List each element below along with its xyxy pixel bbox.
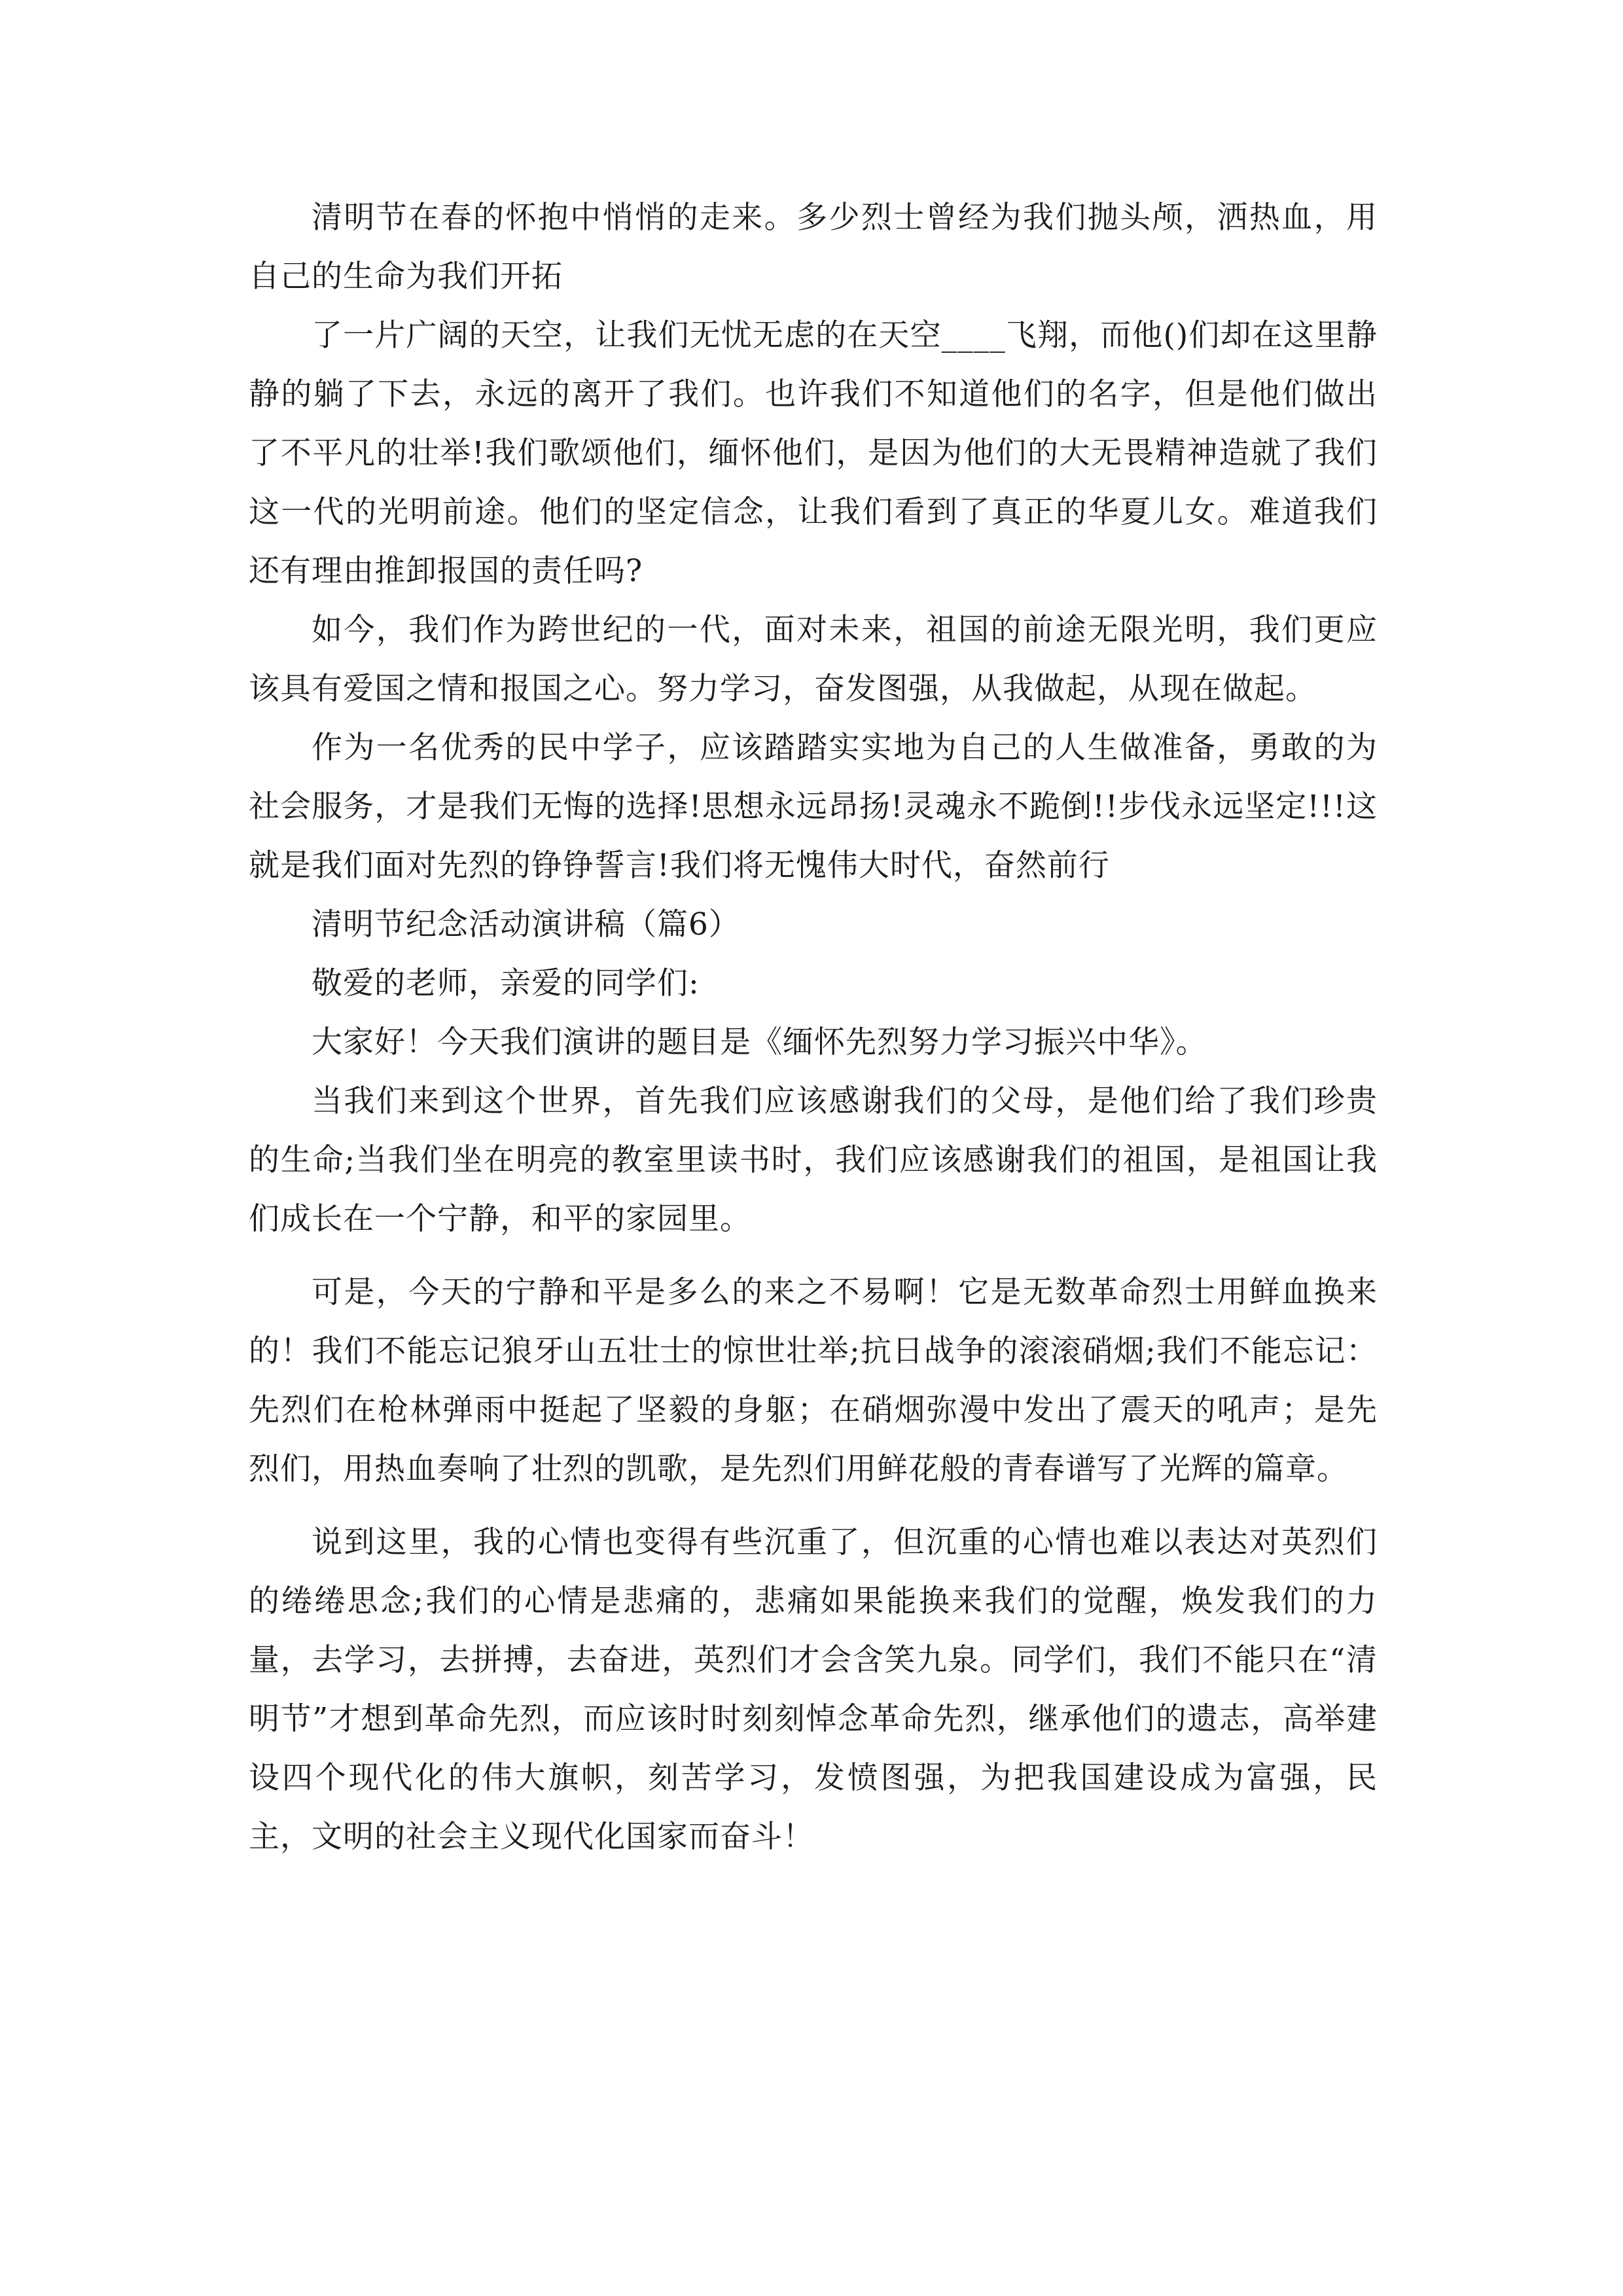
greeting: 大家好！今天我们演讲的题目是《缅怀先烈努力学习振兴中华》。 [312, 1024, 1207, 1060]
paragraph-3: 如今，我们作为跨世纪的一代，面对未来，祖国的前途无限光明，我们更应该具有爱国之情和报国之心。努力学习，奋发图强，从我做起，从现在做起。 [249, 612, 1378, 707]
document-body [249, 188, 1378, 1867]
paragraph-2: 了一片广阔的天空，让我们无忧无虑的在天空____飞翔，而他()们却在这里静静的躺了下去，永远的离开了我们。也许我们不知道他们的名字，但是他们做出了不平凡的壮举!我们歌颂他们，缅怀他们，是因为他们的大无畏精神造就了我们这一代的光明前途。他们的坚定信念，让我们看到了真正的华夏儿女。难道我们还有理由推卸报国的责任吗? [249, 317, 1378, 589]
section-heading: 清明节纪念活动演讲稿（篇6） [312, 906, 740, 942]
salutation: 敬爱的老师，亲爱的同学们: [312, 965, 700, 1001]
paragraph-spacer [249, 1499, 1378, 1513]
paragraph-4: 作为一名优秀的民中学子，应该踏踏实实地为自己的人生做准备，勇敢的为社会服务，才是我们无悔的选择!思想永远昂扬!灵魂永不跪倒!!步伐永远坚定!!!这就是我们面对先烈的铮铮誓言!我们将无愧伟大时代，奋然前行 [249, 730, 1378, 884]
paragraph-6: 可是，今天的宁静和平是多么的来之不易啊！它是无数革命烈士用鲜血换来的！我们不能忘记狼牙山五壮士的惊世壮举;抗日战争的滚滚硝烟;我们不能忘记：先烈们在枪林弹雨中挺起了坚毅的身躯；在硝烟弥漫中发出了震天的吼声；是先烈们，用热血奏响了壮烈的凯歌，是先烈们用鲜花般的青春谱写了光辉的篇章。 [249, 1274, 1378, 1487]
paragraph-spacer [249, 1249, 1378, 1263]
paragraph-1: 清明节在春的怀抱中悄悄的走来。多少烈士曾经为我们抛头颅，洒热血，用自己的生命为我们开拓 [249, 200, 1378, 295]
paragraph-5: 当我们来到这个世界，首先我们应该感谢我们的父母，是他们给了我们珍贵的生命;当我们坐在明亮的教室里读书时，我们应该感谢我们的祖国，是祖国让我们成长在一个宁静，和平的家园里。 [249, 1083, 1378, 1237]
paragraph-7: 说到这里，我的心情也变得有些沉重了，但沉重的心情也难以表达对英烈们的绻绻思念;我们的心情是悲痛的，悲痛如果能换来我们的觉醒，焕发我们的力量，去学习，去拼搏，去奋进，英烈们才会含笑九泉。同学们，我们不能只在“清明节”才想到革命先烈，而应该时时刻刻悼念革命先烈，继承他们的遗志，高举建设四个现代化的伟大旗帜，刻苦学习，发愤图强，为把我国建设成为富强，民主，文明的社会主义现代化国家而奋斗！ [249, 1524, 1378, 1855]
